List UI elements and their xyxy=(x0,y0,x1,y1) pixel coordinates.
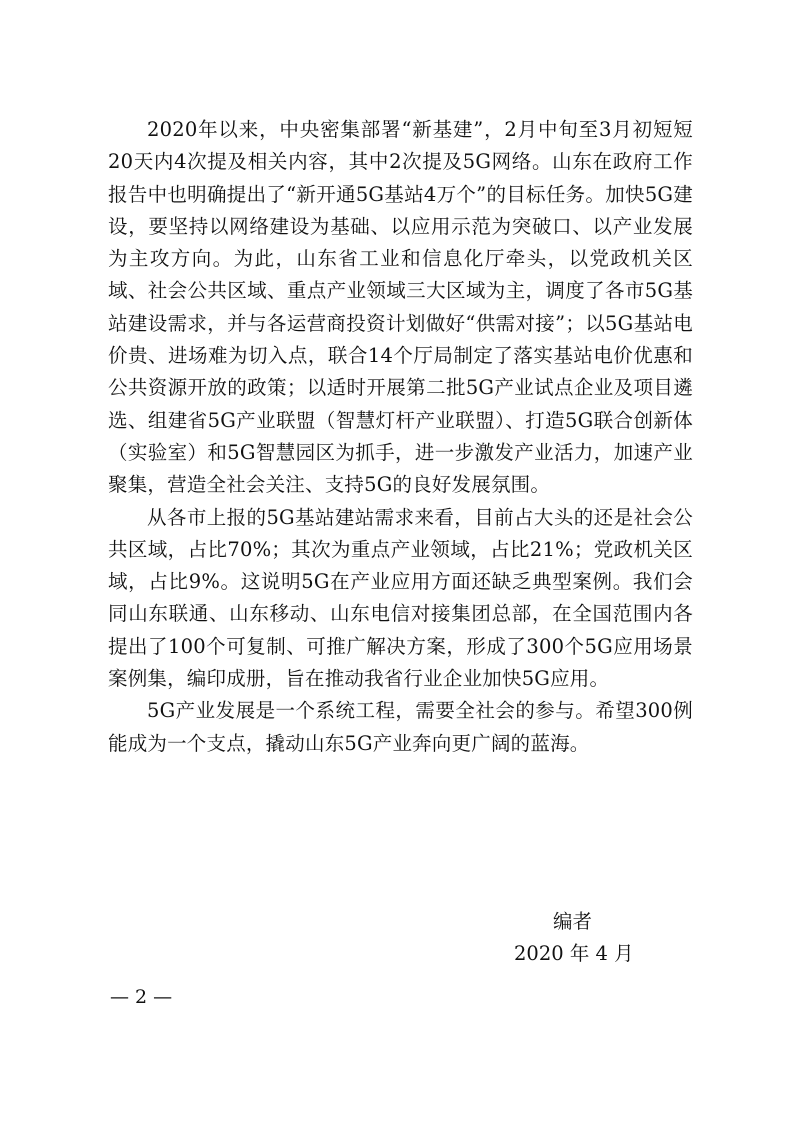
signature-editor: 编者 xyxy=(553,910,593,933)
paragraph-2: 从各市上报的5G基站建站需求来看，目前占大头的还是社会公共区域，占比70%；其次为重点产业领域，占比21%；党政机关区域，占比9%。这说明5G在产业应用方面还缺乏典型案例。我们会同山东联通、山东移动、山东电信对接集团总部，在全国范围内各提出了100个可复制、可推广解决方案，形成了300个5G应用场景案例集，编印成册，旨在推动我省行业企业加快5G应用。 xyxy=(108,505,693,691)
paragraph-1: 2020年以来，中央密集部署“新基建”，2月中旬至3月初短短20天内4次提及相关内容，其中2次提及5G网络。山东在政府工作报告中也明确提出了“新开通5G基站4万个”的目标任务。加快5G建设，要坚持以网络建设为基础、以应用示范为突破口、以产业发展为主攻方向。为此，山东省工业和信息化厅牵头，以党政机关区域、社会公共区域、重点产业领域三大区域为主，调度了各市5G基站建设需求，并与各运营商投资计划做好“供需对接”；以5G基站电价贵、进场难为切入点，联合14个厅局制定了落实基站电价优惠和公共资源开放的政策；以适时开展第二批5G产业试点企业及项目遴选、组建省5G产业联盟（智慧灯杆产业联盟）、打造5G联合创新体（实验室）和5G智慧园区为抓手，进一步激发产业活力，加速产业聚集，营造全社会关注、支持5G的良好发展氛围。 xyxy=(108,118,693,497)
document-body xyxy=(108,114,693,760)
page-number: — 2 — xyxy=(110,986,173,1008)
paragraph-3: 5G产业发展是一个系统工程，需要全社会的参与。希望300例能成为一个支点，撬动山东5G产业奔向更广阔的蓝海。 xyxy=(108,699,693,755)
signature-date: 2020 年 4 月 xyxy=(514,942,634,965)
